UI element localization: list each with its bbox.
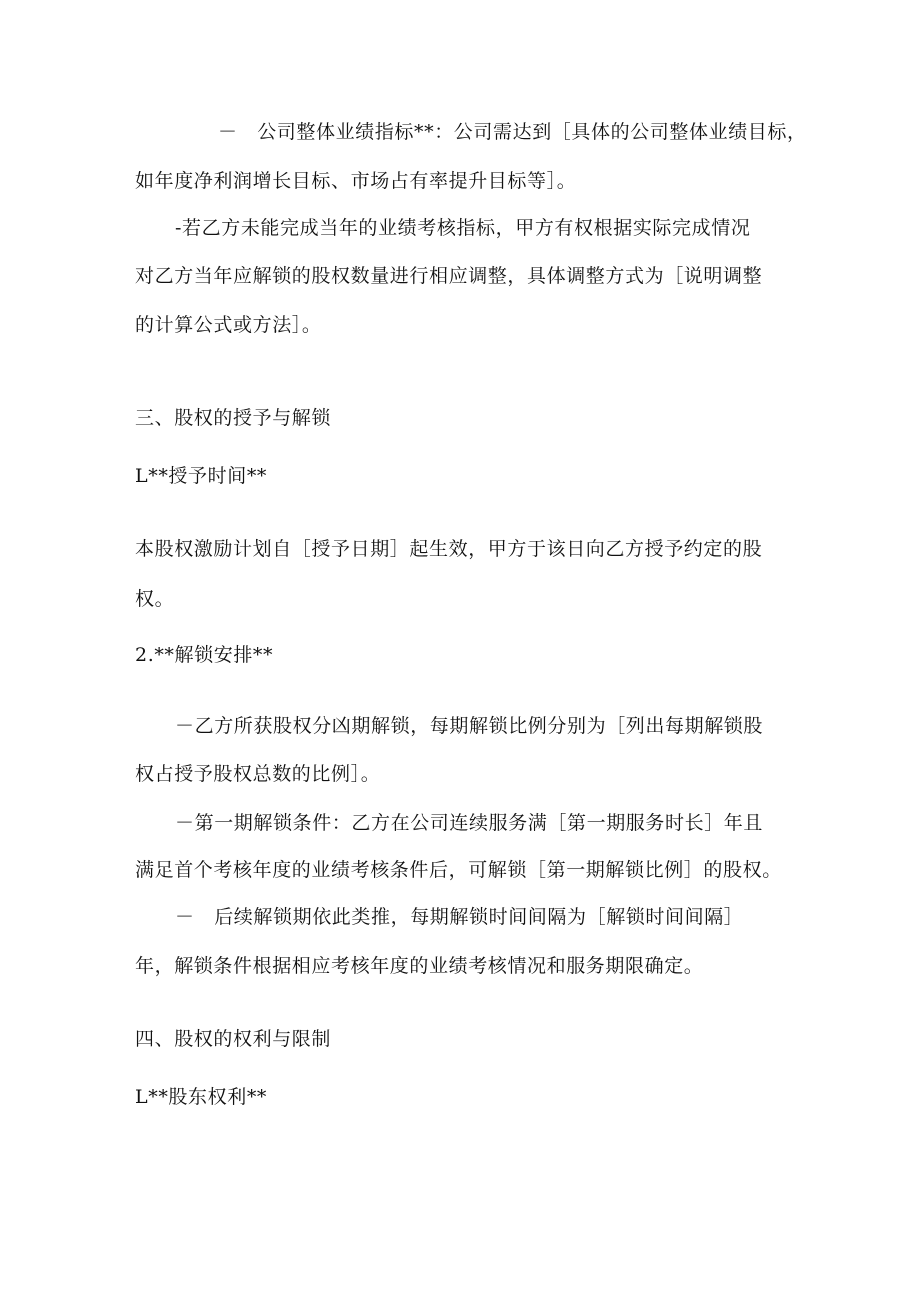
section-heading: 四、股权的权利与限制 xyxy=(135,1028,332,1050)
section-heading: 三、股权的授予与解锁 xyxy=(135,407,332,429)
text-line: －第一期解锁条件：乙方在公司连续服务满［第一期服务时长］年且 xyxy=(175,812,764,834)
text-line: － 公司整体业绩指标**：公司需达到［具体的公司整体业绩目标， xyxy=(218,121,807,143)
subsection-heading: L**授予时间** xyxy=(135,465,268,487)
text-line: 满足首个考核年度的业绩考核条件后，可解锁［第一期解锁比例］的股权。 xyxy=(135,859,782,881)
text-line: -若乙方未能完成当年的业绩考核指标，甲方有权根据实际完成情况 xyxy=(175,217,751,239)
text-line: －乙方所获股权分凶期解锁，每期解锁比例分别为［列出每期解锁股 xyxy=(175,715,764,737)
text-line: 对乙方当年应解锁的股权数量进行相应调整，具体调整方式为［说明调整 xyxy=(135,265,763,287)
text-line: 的计算公式或方法］。 xyxy=(135,314,322,336)
text-line: 权。 xyxy=(135,588,175,610)
text-line: 如年度净利润增长目标、市场占有率提升目标等］。 xyxy=(135,170,577,192)
text-line: 权占授予股权总数的比例］。 xyxy=(135,763,381,785)
subsection-heading: 2.**解锁安排** xyxy=(135,644,274,666)
text-line: 年，解锁条件根据相应考核年度的业绩考核情况和服务期限确定。 xyxy=(135,955,704,977)
text-line: － 后续解锁期依此类推，每期解锁时间间隔为［解锁时间间隔］ xyxy=(175,906,744,928)
text-line: 本股权激励计划自［授予日期］起生效，甲方于该日向乙方授予约定的股 xyxy=(135,538,763,560)
subsection-heading: L**股东权利** xyxy=(135,1086,268,1108)
